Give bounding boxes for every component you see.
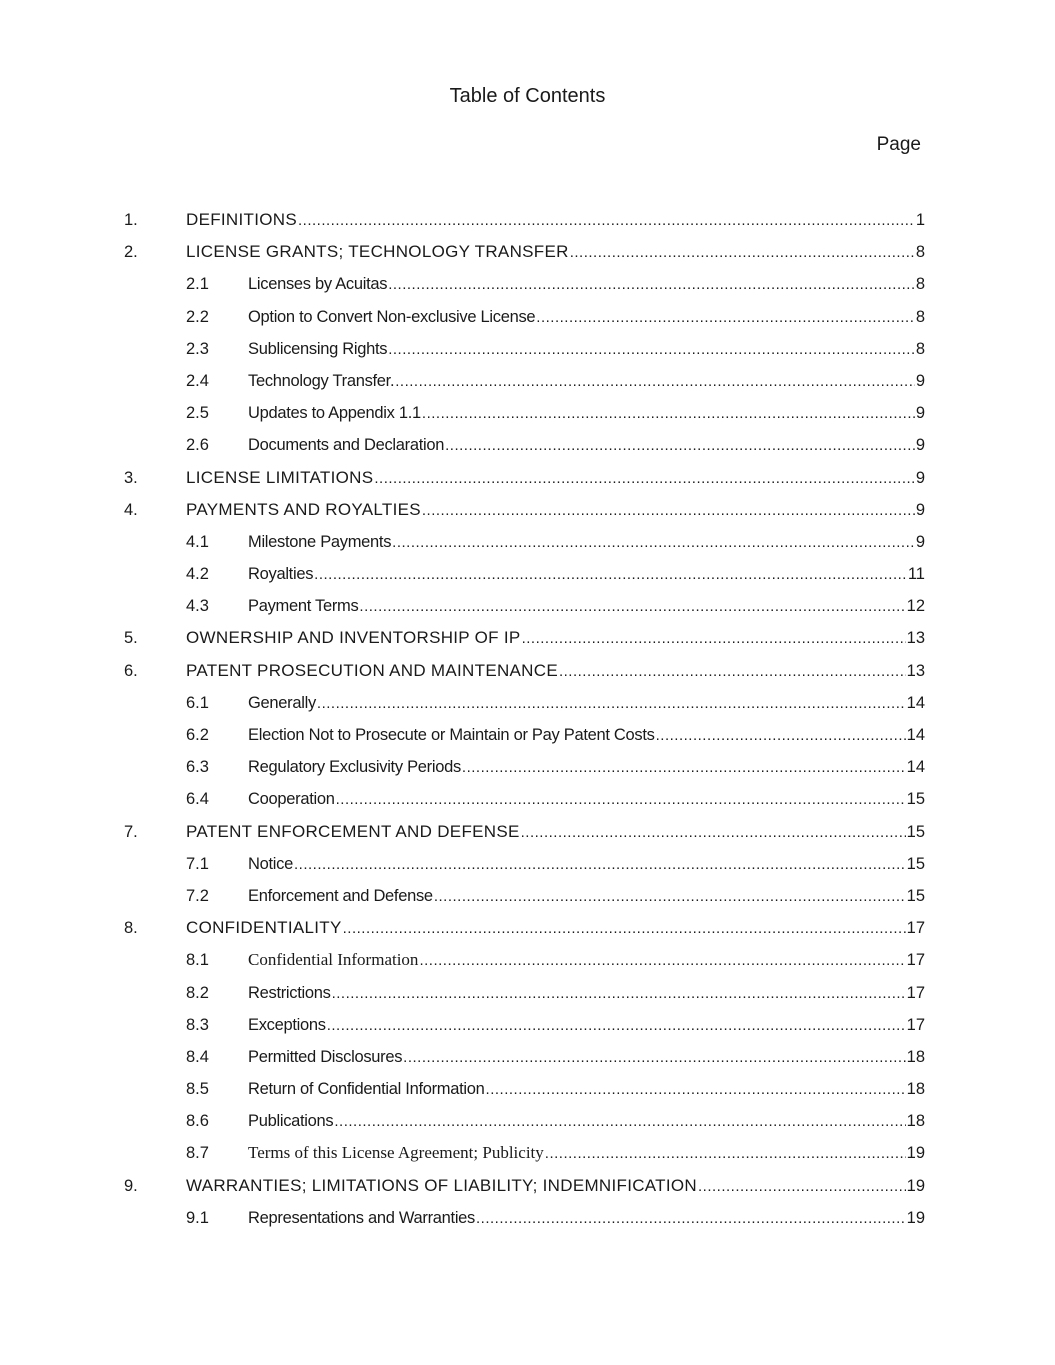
toc-entry[interactable]	[124, 494, 925, 526]
toc-entry-number: 3.	[124, 468, 138, 487]
toc-entry-title[interactable]: Permitted Disclosures	[248, 1047, 403, 1066]
dot-leader	[392, 527, 915, 559]
toc-entry[interactable]	[124, 655, 925, 687]
toc-entry[interactable]	[124, 848, 925, 880]
toc-entry[interactable]	[124, 429, 925, 461]
toc-entry-page[interactable]: 14	[906, 758, 925, 777]
toc-entry-title[interactable]: Enforcement and Defense	[248, 886, 433, 905]
toc-entry-number: 8.1	[186, 951, 209, 970]
toc-entry-number: 5.	[124, 629, 138, 648]
toc-entry-line	[248, 848, 925, 881]
toc-entry-page[interactable]: 8	[915, 243, 925, 262]
toc-entry-page[interactable]: 18	[906, 1080, 925, 1099]
toc-entry-page[interactable]: 19	[906, 1176, 925, 1195]
dot-leader	[336, 784, 906, 816]
toc-entry-title[interactable]: LICENSE LIMITATIONS	[186, 467, 374, 487]
toc-entry-line	[248, 558, 925, 591]
toc-entry[interactable]	[124, 365, 925, 397]
dot-leader	[294, 849, 906, 881]
toc-entry-line	[186, 494, 925, 527]
dot-leader	[422, 398, 915, 430]
dot-leader	[422, 495, 915, 527]
dot-leader	[298, 205, 915, 237]
toc-entry-page[interactable]: 13	[906, 661, 925, 680]
toc-entry-number: 1.	[124, 211, 138, 229]
toc-entry-page[interactable]: 18	[906, 1047, 925, 1066]
toc-entry-page[interactable]: 9	[915, 500, 925, 519]
dot-leader	[559, 656, 906, 688]
toc-entry-line	[248, 526, 925, 559]
toc-entry-page[interactable]: 17	[906, 1015, 925, 1034]
toc-entry-title[interactable]: Milestone Payments	[248, 532, 392, 551]
toc-entry[interactable]	[124, 977, 925, 1009]
dot-leader	[388, 334, 915, 366]
toc-entry-title[interactable]: Updates to Appendix 1.1	[248, 404, 421, 423]
toc-entry-page[interactable]: 17	[906, 951, 925, 970]
dot-leader	[334, 1106, 905, 1138]
toc-entry-line	[248, 1202, 925, 1235]
toc-entry-number: 7.1	[186, 854, 209, 873]
toc-entry-page[interactable]: 13	[906, 629, 925, 648]
toc-entry-title[interactable]: PATENT ENFORCEMENT AND DEFENSE	[186, 821, 520, 841]
toc-entry-number: 9.1	[186, 1208, 209, 1227]
toc-entry-title[interactable]: WARRANTIES; LIMITATIONS OF LIABILITY; INDEMNIFICATION	[186, 1175, 697, 1195]
toc-entry-page[interactable]: 8	[915, 307, 925, 326]
toc-entry-line	[186, 1170, 925, 1203]
toc-entry[interactable]	[124, 204, 925, 236]
toc-entry-number: 2.1	[186, 275, 209, 294]
toc-entry-line	[248, 1041, 925, 1074]
toc-entry-page[interactable]: 17	[906, 919, 925, 938]
toc-entry-page[interactable]: 15	[906, 790, 925, 809]
toc-entry-title[interactable]: Documents and Declaration	[248, 436, 445, 455]
toc-entry-line	[248, 1137, 925, 1170]
toc-entry-line	[248, 687, 925, 720]
toc-entry-line	[186, 204, 925, 237]
toc-entry[interactable]	[124, 590, 925, 622]
toc-entry-page[interactable]: 11	[907, 565, 925, 584]
toc-entry-page[interactable]: 8	[915, 339, 925, 358]
toc-entry-title[interactable]: Technology Transfer.	[248, 371, 395, 390]
dot-leader	[536, 302, 915, 334]
toc-entry-line	[248, 397, 925, 430]
toc-entry-page[interactable]: 18	[906, 1112, 925, 1131]
toc-entry-line	[248, 429, 925, 462]
toc-entry[interactable]	[124, 301, 925, 333]
toc-entry[interactable]	[124, 1105, 925, 1137]
toc-entry-page[interactable]: 8	[915, 275, 925, 294]
toc-entry-title[interactable]: Sublicensing Rights	[248, 339, 388, 358]
toc-entry-title[interactable]: Return of Confidential Information	[248, 1080, 485, 1099]
toc-entry-number: 8.3	[186, 1015, 209, 1034]
dot-leader	[521, 817, 906, 849]
dot-leader	[419, 945, 905, 977]
dot-leader	[332, 978, 906, 1010]
toc-entry-number: 7.2	[186, 886, 209, 905]
toc-entry-title[interactable]: DEFINITIONS	[186, 210, 297, 229]
toc-entry-page[interactable]: 1	[915, 211, 925, 229]
toc-entry-title[interactable]: Terms of this License Agreement; Publicity	[248, 1143, 544, 1163]
toc-entry-line	[248, 590, 925, 623]
toc-entry-title[interactable]: Election Not to Prosecute or Maintain or Pay Patent Costs	[248, 726, 655, 744]
toc-entry-title[interactable]: Publications	[248, 1112, 334, 1131]
toc-entry[interactable]	[124, 333, 925, 365]
toc-entry[interactable]	[124, 944, 925, 976]
toc-entry-number: 8.7	[186, 1144, 209, 1163]
toc-entry[interactable]	[124, 687, 925, 719]
toc-entry-number: 6.4	[186, 790, 209, 809]
dot-leader	[314, 559, 907, 591]
toc-entry-page[interactable]: 9	[915, 468, 925, 487]
toc-entry-page[interactable]: 15	[906, 822, 925, 841]
toc-entry-number: 2.	[124, 243, 138, 262]
toc-entry-line	[248, 1009, 925, 1042]
toc-entry[interactable]	[124, 719, 925, 751]
toc-entry-number: 2.6	[186, 436, 209, 455]
dot-leader	[698, 1171, 906, 1203]
toc-entry-title[interactable]: PAYMENTS AND ROYALTIES	[186, 499, 421, 519]
toc-entry-number: 2.5	[186, 404, 209, 423]
dot-leader	[522, 623, 906, 655]
toc-entry[interactable]	[124, 1073, 925, 1105]
dot-leader	[462, 752, 906, 784]
toc-entry-number: 8.	[124, 919, 138, 938]
toc-entry-title[interactable]: Restrictions	[248, 983, 331, 1002]
toc-entry[interactable]	[124, 751, 925, 783]
dot-leader	[327, 1010, 906, 1042]
toc-entry-number: 8.2	[186, 983, 209, 1002]
toc-entry-line	[186, 816, 925, 849]
toc-entry-line	[186, 655, 925, 688]
dot-leader	[570, 237, 915, 269]
toc-entry-page[interactable]: 9	[915, 404, 925, 423]
toc-entry-line	[248, 268, 925, 301]
dot-leader	[317, 688, 906, 720]
toc-entry[interactable]	[124, 1041, 925, 1073]
dot-leader	[445, 430, 915, 462]
toc-entry-line	[186, 622, 925, 655]
toc-list	[124, 204, 925, 1234]
toc-entry[interactable]	[124, 397, 925, 429]
dot-leader	[374, 463, 914, 495]
toc-entry-number: 2.2	[186, 307, 209, 326]
toc-entry-number: 7.	[124, 822, 138, 841]
toc-entry-title[interactable]: Exceptions	[248, 1015, 326, 1034]
toc-entry[interactable]	[124, 880, 925, 912]
toc-entry-number: 6.	[124, 661, 138, 680]
toc-entry[interactable]	[124, 783, 925, 815]
page-column-header: Page	[876, 134, 921, 155]
toc-entry-number: 2.3	[186, 339, 209, 358]
toc-entry[interactable]	[124, 1170, 925, 1202]
toc-entry-title[interactable]: Payment Terms	[248, 597, 359, 616]
dot-leader	[395, 366, 915, 398]
page-title: Table of Contents	[449, 85, 606, 107]
toc-entry-title[interactable]: Representations and Warranties	[248, 1208, 476, 1227]
toc-entry-page[interactable]: 15	[906, 854, 925, 873]
toc-entry-number: 4.	[124, 500, 138, 519]
toc-entry-title[interactable]: Generally	[248, 693, 316, 712]
toc-entry-line	[186, 462, 925, 495]
toc-entry-title[interactable]: CONFIDENTIALITY	[186, 918, 342, 938]
toc-entry-title[interactable]: Regulatory Exclusivity Periods	[248, 758, 461, 777]
dot-leader	[656, 720, 906, 752]
toc-entry-number: 2.4	[186, 371, 209, 390]
toc-entry-title[interactable]: OWNERSHIP AND INVENTORSHIP OF IP	[186, 628, 521, 648]
toc-entry-number: 4.1	[186, 532, 209, 551]
toc-entry-title[interactable]: Notice	[248, 854, 293, 873]
dot-leader	[434, 881, 906, 913]
toc-entry-line	[186, 912, 925, 945]
dot-leader	[545, 1138, 906, 1170]
toc-entry-number: 9.	[124, 1176, 138, 1195]
toc-entry-title[interactable]: Cooperation	[248, 790, 335, 809]
toc-entry-line	[248, 977, 925, 1010]
toc-entry[interactable]	[124, 268, 925, 300]
toc-entry[interactable]	[124, 462, 925, 494]
toc-entry-line	[248, 1073, 925, 1106]
toc-entry[interactable]	[124, 1202, 925, 1234]
toc-entry-page[interactable]: 15	[906, 886, 925, 905]
toc-entry-line	[248, 365, 925, 398]
toc-entry-page[interactable]: 9	[915, 532, 925, 551]
toc-entry-number: 8.5	[186, 1080, 209, 1099]
toc-entry-line	[248, 751, 925, 784]
toc-entry[interactable]	[124, 1009, 925, 1041]
toc-entry-page[interactable]: 9	[915, 371, 925, 390]
toc-entry-title[interactable]: PATENT PROSECUTION AND MAINTENANCE	[186, 660, 558, 680]
toc-entry-page[interactable]: 14	[906, 726, 925, 744]
dot-leader	[359, 591, 905, 623]
toc-entry-page[interactable]: 9	[915, 436, 925, 455]
toc-entry-title[interactable]: Licenses by Acuitas	[248, 275, 388, 294]
toc-entry[interactable]	[124, 622, 925, 654]
dot-leader	[476, 1203, 906, 1235]
toc-entry[interactable]	[124, 912, 925, 944]
toc-entry-number: 6.2	[186, 726, 209, 744]
toc-entry-title[interactable]: LICENSE GRANTS; TECHNOLOGY TRANSFER	[186, 242, 569, 262]
toc-entry-page[interactable]: 12	[906, 597, 925, 616]
toc-entry-line	[248, 1105, 925, 1138]
toc-entry-page[interactable]: 19	[906, 1208, 925, 1227]
toc-entry-number: 8.6	[186, 1112, 209, 1131]
toc-entry-line	[248, 333, 925, 366]
toc-entry-line	[248, 944, 925, 977]
toc-entry-page[interactable]: 17	[906, 983, 925, 1002]
toc-entry-line	[248, 783, 925, 816]
toc-entry-number: 6.1	[186, 693, 209, 712]
dot-leader	[388, 269, 915, 301]
toc-entry-title[interactable]: Confidential Information	[248, 950, 419, 970]
dot-leader	[403, 1042, 905, 1074]
toc-entry-title[interactable]: Option to Convert Non-exclusive License	[248, 307, 536, 326]
toc-entry-line	[248, 301, 925, 334]
toc-entry-line	[248, 719, 925, 752]
toc-entry[interactable]	[124, 558, 925, 590]
toc-entry-number: 4.2	[186, 565, 209, 584]
toc-entry-number: 8.4	[186, 1047, 209, 1066]
toc-entry-line	[186, 236, 925, 269]
toc-entry-line	[248, 880, 925, 913]
toc-entry[interactable]	[124, 236, 925, 268]
dot-leader	[343, 913, 906, 945]
toc-entry-page[interactable]: 14	[906, 693, 925, 712]
toc-entry-page[interactable]: 19	[906, 1144, 925, 1163]
toc-entry[interactable]	[124, 816, 925, 848]
toc-entry[interactable]	[124, 1137, 925, 1169]
dot-leader	[486, 1074, 906, 1106]
toc-entry-title[interactable]: Royalties	[248, 565, 314, 584]
toc-entry-number: 4.3	[186, 597, 209, 616]
toc-entry[interactable]	[124, 526, 925, 558]
toc-entry-number: 6.3	[186, 758, 209, 777]
